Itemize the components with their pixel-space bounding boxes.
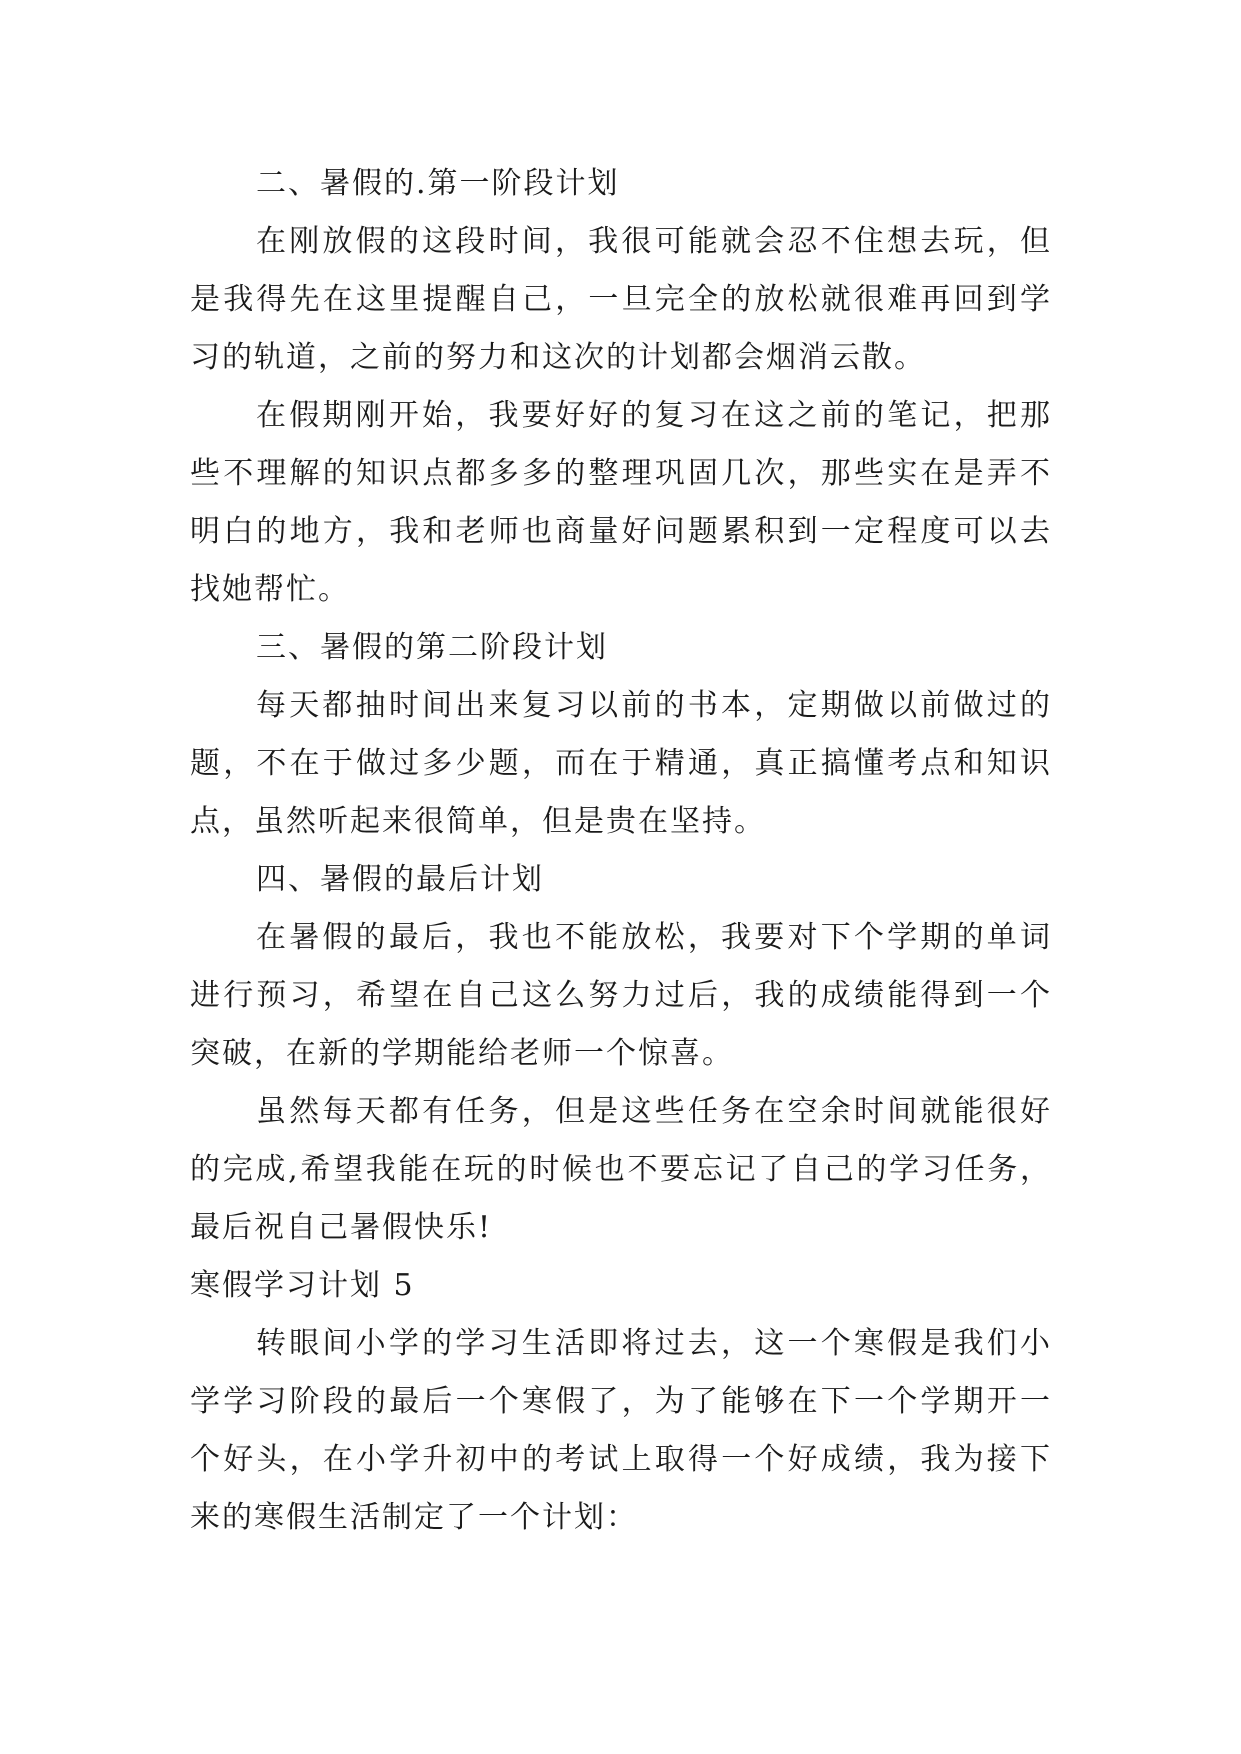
section-title: 寒假学习计划 5 [190, 1268, 415, 1303]
paragraph: 转眼间小学的学习生活即将过去，这一个寒假是我们小学学习阶段的最后一个寒假了，为了能够在下一个学期开一个好头，在小学升初中的考试上取得一个好成绩，我为接下来的寒假生活制定了一个计划： [190, 1326, 1052, 1535]
paragraph: 在暑假的最后，我也不能放松，我要对下个学期的单词进行预习，希望在自己这么努力过后，我的成绩能得到一个突破，在新的学期能给老师一个惊喜。 [190, 920, 1052, 1071]
paragraph: 虽然每天都有任务，但是这些任务在空余时间就能很好的完成,希望我能在玩的时候也不要忘记了自己的学习任务，最后祝自己暑假快乐! [190, 1094, 1052, 1245]
paragraph: 在刚放假的这段时间，我很可能就会忍不住想去玩，但是我得先在这里提醒自己，一旦完全的放松就很难再回到学习的轨道，之前的努力和这次的计划都会烟消云散。 [190, 224, 1052, 375]
heading-final-plan: 四、暑假的最后计划 [256, 862, 544, 897]
paragraph: 在假期刚开始，我要好好的复习在这之前的笔记，把那些不理解的知识点都多多的整理巩固几次，那些实在是弄不明白的地方，我和老师也商量好问题累积到一定程度可以去找她帮忙。 [190, 398, 1052, 607]
paragraph: 每天都抽时间出来复习以前的书本，定期做以前做过的题，不在于做过多少题，而在于精通，真正搞懂考点和知识点，虽然听起来很简单，但是贵在坚持。 [190, 688, 1052, 839]
document-body [190, 155, 1052, 1547]
heading-phase-one: 二、暑假的.第一阶段计划 [256, 166, 620, 201]
heading-phase-two: 三、暑假的第二阶段计划 [256, 630, 608, 665]
